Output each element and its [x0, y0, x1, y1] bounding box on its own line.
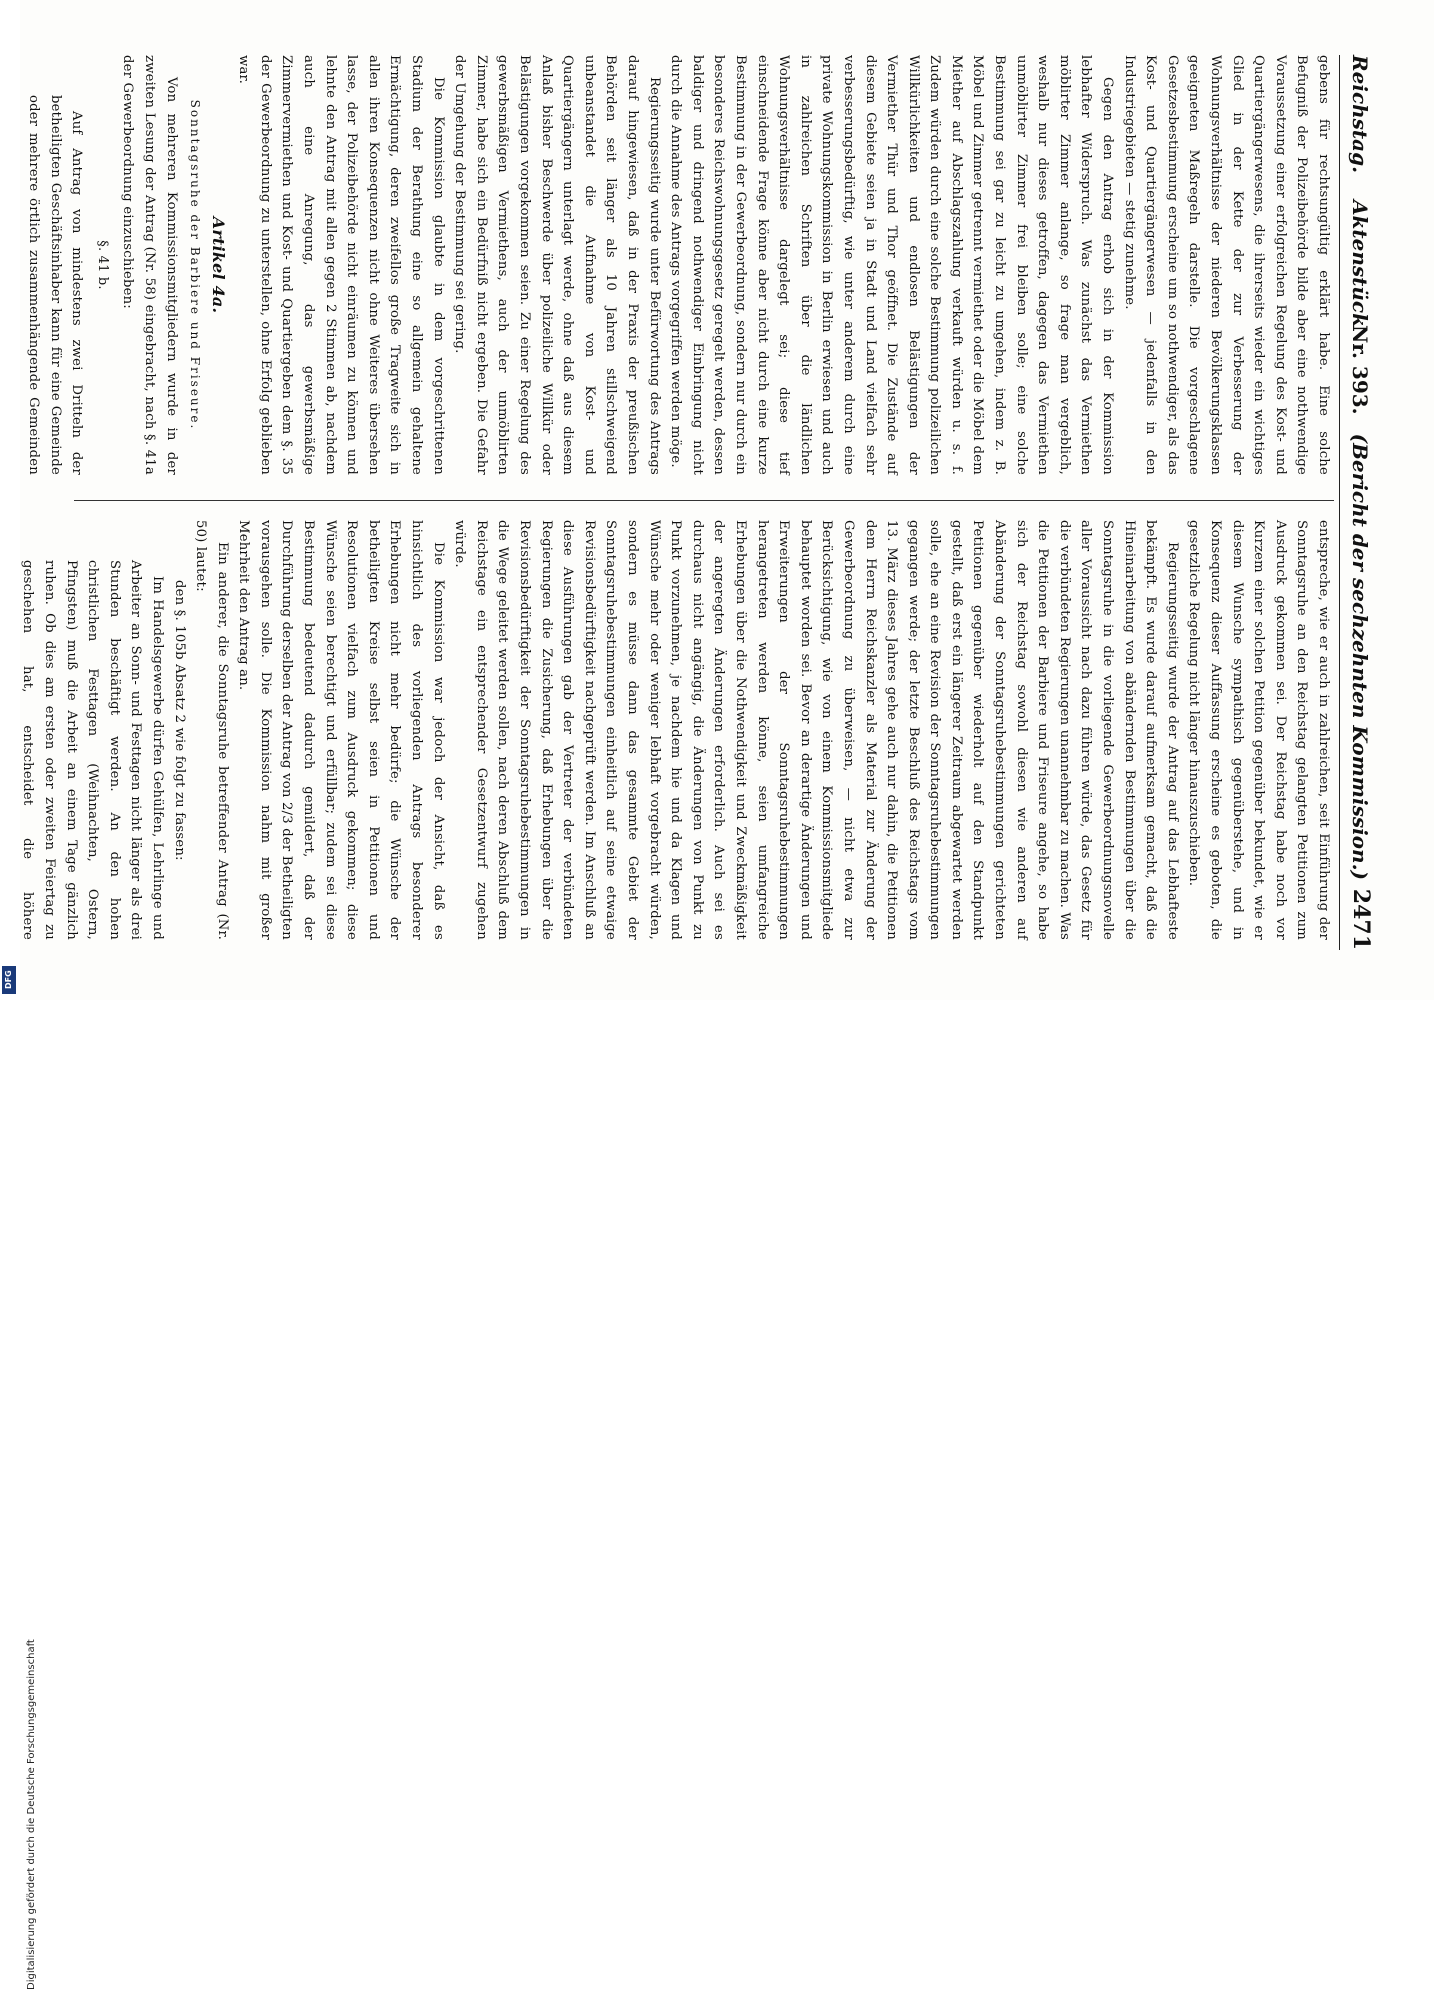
section-number: §. 41 b.	[94, 240, 110, 290]
column-divider	[74, 500, 1334, 501]
credit-text: Digitalisierung gefördert durch die Deutsche Forschungsgemeinschaft	[26, 1639, 37, 1990]
article-intro: Von mehreren Kommissionsmitgliedern wurde in der zweiten Lesung der Antrag (Nr. 58) eingebracht, nach §. 41a der Gewerbeordnung einzuschieben:	[120, 55, 179, 475]
page-number: 2471	[1348, 888, 1374, 950]
left-paragraph: Gegen den Antrag erhob sich in der Kommission lebhafter Widerspruch. Was zunächst das Vermiethen möblirter Zimmer anlange, so frage man vergeblich, weshalb nur dieses getroffen, dagegen das Vermiethen unmöblirter Zimmer frei bleiben solle; eine solche Bestimmung sei gar zu leicht zu umgehen, indem z. B. Möbel und Zimmer getrennt vermiethet oder die Möbel dem Miether auf Abschlagszahlung verkauft würden u. s. f. Zudem würden durch eine solche Bestimmung polizeilichen Willkürlichkeiten und endlosen Belästigungen der Vermiether Thür und Thor geöffnet. Die Zustände auf diesem Gebiete seien ja in Stadt und Land vielfach sehr verbesserungsbedürftig, wie unter anderem durch eine private Wohnungskommission in Berlin erwiesen und auch in zahlreichen Schriften über die ländlichen Wohnungsverhältnisse dargelegt sei; diese tief einschneidende Frage könne aber nicht durch eine kurze Bestimmung in der Gewerbeordnung, sondern nur durch ein besonderes Reichswohnungsgesetz geregelt werden, dessen baldiger und dringend nothwendiger Einbringung nicht durch die Annahme des Antrags vorgegriffen werden möge.	[668, 55, 1116, 475]
article-quote: Auf Antrag von mindestens zwei Dritteln der betheiligten Geschäftsinhaber kann für eine Gemeinde oder mehrere örtlich zusammenhängende Gemeinden	[25, 95, 85, 475]
article-subtitle: Sonntagsruhe der Barbiere und Friseure.	[188, 99, 203, 431]
header-section: Reichstag.	[1348, 55, 1372, 174]
header-number: Nr. 393.	[1348, 325, 1372, 415]
right-paragraph: Regierungsseitig wurde der Antrag auf das Lebhafteste bekämpft. Es wurde darauf aufmerksam gemacht, daß die Hineinarbeitung von abändernden Bestimmungen über die Sonntagsruhe in die vorliegende Gewerbeordnungsnovelle aller Voraussicht nach dazu führen würde, das Gesetz für die verbündeten Regierungen unannehmbar zu machen. Was die Petitionen der Barbiere und Friseure angehe, so habe sich der Reichstag sowohl diesen wie anderen auf Abänderung der Sonntagsruhebestimmungen gerichteten Petitionen gegenüber wiederholt auf den Standpunkt gestellt, daß erst ein längerer Zeitraum abgewartet werden solle, ehe an eine Revision der Sonntagsruhebestimmungen gegangen werde; der letzte Beschluß des Reichstags vom 13. März dieses Jahres gehe auch nur dahin, die Petitionen dem Herrn Reichskanzler als Material zur Änderung der Gewerbeordnung zu überweisen, — nicht etwa zur Berücksichtigung, wie von einem Kommissionsmitgliede behauptet worden sei. Bevor an derartige Änderungen und Erweiterungen der Sonntagsruhebestimmungen herangetreten werden könne, seien umfangreiche Erhebungen über die Nothwendigkeit und Zweckmäßigkeit der angeregten Änderungen erforderlich. Auch sei es durchaus nicht angängig, die Änderungen von Punkt zu Punkt vorzunehmen, je nachdem hie und da Klagen und Wünsche mehr oder weniger lebhaft vorgebracht würden, sondern es müsse dann das gesammte Gebiet der Sonntagsruhebestimmungen einheitlich auf seine etwaige Revisionsbedürftigkeit nachgeprüft werden. Im Anschluß an diese Ausführungen gab der Vertreter der verbündeten Regierungen die Zusicherung, daß Erhebungen über die Revisionsbedürftigkeit der Sonntagsruhebestimmungen in die Wege geleitet werden sollen, nach deren Abschluß dem Reichstage ein entsprechender Gesetzentwurf zugehen würde.	[452, 520, 1180, 940]
right-paragraph: Die Kommission war jedoch der Ansicht, daß es hinsichtlich des vorliegenden Antrags besonderer Erhebungen nicht mehr bedürfe; die Wünsche der betheiligten Kreise selbst seien in Petitionen und Resolutionen vielfach zum Ausdruck gekommen; diese Wünsche seien berechtigt und erfüllbar; zudem sei diese Bestimmung bedeutend dadurch gemildert, daß der Durchführung derselben der Antrag von 2/3 der Betheiligten vorausgehen solle. Die Kommission nahm mit großer Mehrheit den Antrag an.	[236, 520, 446, 940]
page-header	[1339, 55, 1374, 950]
left-paragraph: Regierungsseitig wurde unter Befürwortung des Antrags darauf hingewiesen, daß in der Praxis der preußischen Behörden seit länger als 10 Jahren stillschweigend unbeanstandet die Aufnahme von Kost- und Quartiergängern unterlagt werde, ohne daß aus diesem Anlaß bisher Beschwerde über polizeiliche Willkür oder Belästigungen vorgekommen seien. Zu einer Regelung des gewerbsmäßigen Vermiethens, auch der unmöblirten Zimmer, habe sich ein Bedürfniß nicht ergeben. Die Gefahr der Umgehung der Bestimmung sei gering.	[452, 55, 662, 475]
header-document: Aktenstück	[1348, 200, 1372, 327]
header-report: (Bericht der sechzehnten Kommission.)	[1348, 433, 1372, 880]
article-title: Artikel 4a.	[208, 216, 228, 314]
right-column	[20, 520, 1334, 940]
right-paragraph: entspreche, wie er auch in zahlreichen, seit Einführung der Sonntagsruhe an den Reichstag gelangten Petitionen zum Ausdruck gekommen sei. Der Reichstag habe noch vor Kurzem einer solchen Petition gegenüber bekundet, wie er diesem Wunsche sympathisch gegenüberstehe, und in Konsequenz dieser Auffassung erscheine es geboten, die gesetzliche Regelung nicht länger hinauszuschieben.	[1186, 520, 1331, 940]
left-paragraph: gebens für rechtsungültig erklärt habe. Eine solche Befugniß der Polizeibehörde bilde aber eine nothwendige Voraussetzung einer erfolgreichen Regelung des Kost- und Quartiergängerwesens, die ihrerseits wieder ein wichtiges Glied in der Kette der zur Verbesserung der Wohnungsverhältnisse der niederen Bevölkerungsklassen geeigneten Maßregeln darstelle. Die vorgeschlagene Gesetzesbestimmung erscheine um so nothwendiger, als das Kost- und Quartiergängerwesen — jedenfalls in den Industriegebieten — stetig zunehme.	[1121, 55, 1331, 475]
left-column	[25, 55, 1334, 475]
credit-strip	[0, 0, 37, 1990]
right-quote: Im Handelsgewerbe dürfen Gehülfen, Lehrlinge und Arbeiter an Sonn- und Festtagen nicht länger als drei Stunden beschäftigt werden. An den hohen christlichen Festtagen (Weihnachten, Ostern, Pfingsten) muß die Arbeit an einem Tage gänzlich ruhen. Ob dies am ersten oder zweiten Feiertag zu geschehen hat, entscheidet die höhere	[20, 560, 165, 940]
dfg-logo: DFG	[2, 966, 16, 994]
right-paragraph: Ein anderer, die Sonntagsruhe betreffender Antrag (Nr. 50) lautet:	[193, 520, 230, 940]
right-paragraph: den §. 105b Absatz 2 wie folgt zu fassen:	[171, 580, 187, 861]
left-paragraph: Die Kommission glaubte in dem vorgeschrittenen Stadium der Berathung eine so allgemein gehaltene Ermächtigung, deren zweifellos große Tragweite sich in allen ihren Konsequenzen nicht ohne Weiteres übersehen lasse, der Polizeibehörde nicht einräumen zu können und lehnte den Antrag mit allen gegen 2 Stimmen ab, nachdem auch eine Anregung, das gewerbsmäßige Zimmervermiethen und Kost- und Quartiergeben dem §. 35 der Gewerbeordnung zu unterstellen, ohne Erfolg geblieben war.	[236, 55, 446, 475]
